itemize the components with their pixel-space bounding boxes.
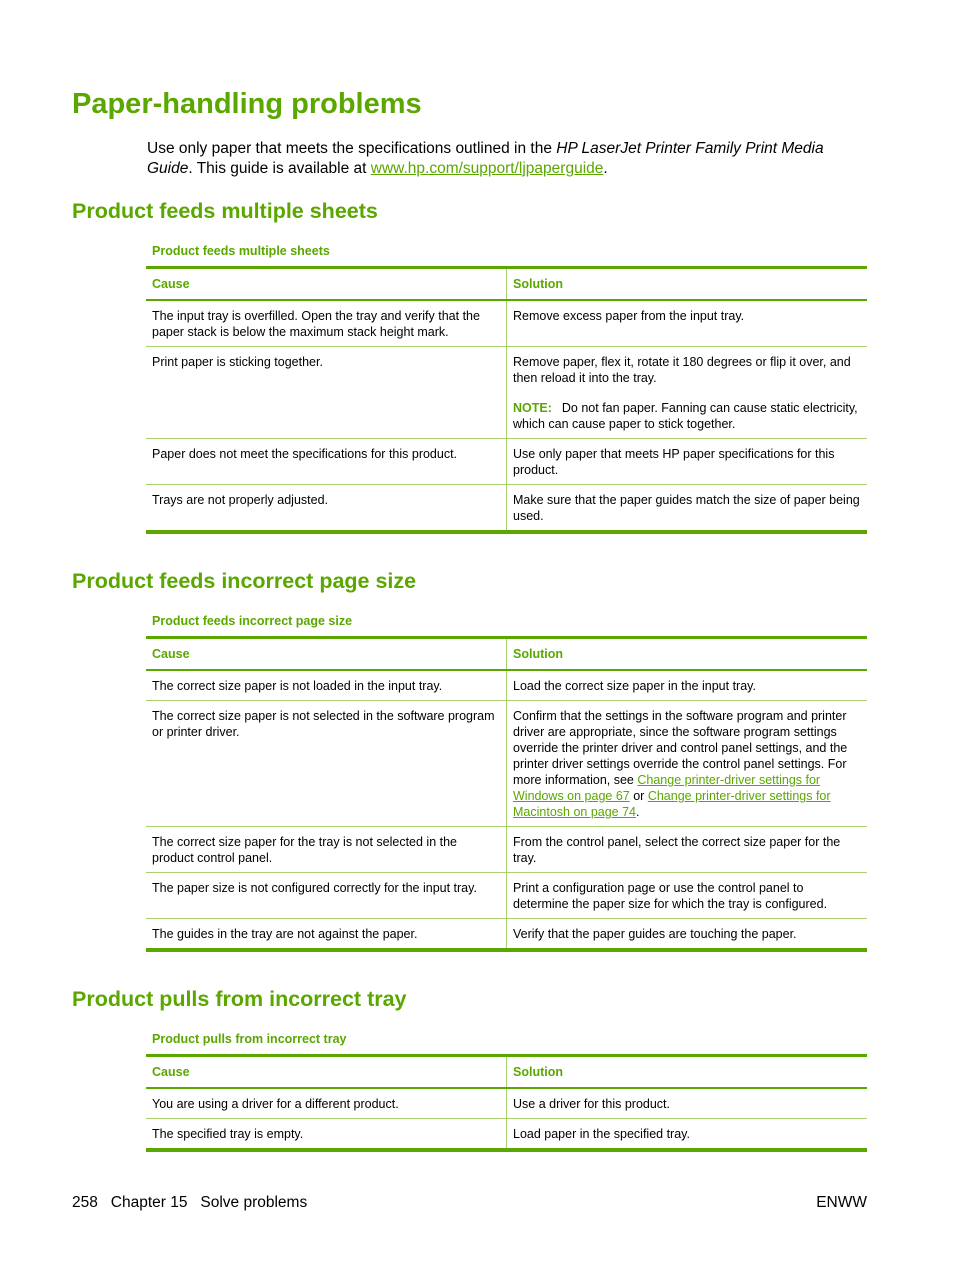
solution-cell: Print a configuration page or use the control panel to determine the paper size for which the tray is configured.: [507, 873, 868, 919]
section-heading-incorrect-page-size: Product feeds incorrect page size: [72, 569, 417, 593]
column-header-solution: Solution: [507, 638, 868, 671]
cause-cell: The correct size paper for the tray is not selected in the product control panel.: [146, 827, 507, 873]
column-header-solution: Solution: [507, 1056, 868, 1089]
cause-cell: Print paper is sticking together.: [146, 347, 507, 439]
intro-paragraph: [147, 139, 867, 178]
table-caption-incorrect-tray: Product pulls from incorrect tray: [152, 1032, 347, 1046]
table-row: [146, 439, 867, 485]
intro-text-middle: . This guide is available at: [188, 159, 371, 177]
note-label: NOTE:: [513, 401, 552, 415]
table-row: [146, 827, 867, 873]
table-caption-incorrect-page-size: Product feeds incorrect page size: [152, 614, 353, 628]
macintosh-driver-settings-link[interactable]: Change printer-driver settings for Macintosh on page 74: [513, 789, 831, 819]
column-header-solution: Solution: [507, 268, 868, 301]
column-header-cause: Cause: [146, 638, 507, 671]
note-text: Do not fan paper. Fanning can cause static electricity, which can cause paper to stick together.: [513, 401, 858, 431]
solution-text: Remove paper, flex it, rotate it 180 degrees or flip it over, and then reload it into the tray.: [513, 355, 851, 385]
table-row: [146, 670, 867, 701]
table-row: [146, 919, 867, 951]
solution-text-or: or: [629, 789, 648, 803]
solution-cell: From the control panel, select the correct size paper for the tray.: [507, 827, 868, 873]
cause-cell: You are using a driver for a different product.: [146, 1088, 507, 1119]
table-incorrect-page-size: [146, 636, 867, 952]
solution-cell: Load the correct size paper in the input tray.: [513, 679, 756, 693]
table-row: [146, 701, 867, 827]
solution-cell: Use only paper that meets HP paper specifications for this product.: [507, 439, 868, 485]
cause-cell: Trays are not properly adjusted.: [146, 485, 507, 533]
solution-cell: [507, 701, 868, 827]
solution-cell: Verify that the paper guides are touching the paper.: [507, 919, 868, 951]
solution-cell: Load paper in the specified tray.: [507, 1119, 868, 1151]
cause-cell: The paper size is not configured correctly for the input tray.: [146, 873, 507, 919]
note-block: [513, 400, 861, 432]
table-row: [146, 347, 867, 439]
solution-cell: Remove excess paper from the input tray.: [513, 309, 745, 323]
solution-text-end: .: [636, 805, 640, 819]
cause-cell: Paper does not meet the specifications for this product.: [146, 439, 507, 485]
cause-cell: The input tray is overfilled. Open the tray and verify that the paper stack is below the maximum stack height mark.: [146, 300, 507, 347]
intro-text-end: .: [603, 159, 608, 177]
cause-cell: The guides in the tray are not against the paper.: [146, 919, 507, 951]
column-header-cause: Cause: [146, 268, 507, 301]
section-heading-multiple-sheets: Product feeds multiple sheets: [72, 199, 378, 223]
solution-cell: Use a driver for this product.: [513, 1097, 671, 1111]
cause-cell: The correct size paper is not loaded in the input tray.: [146, 670, 507, 701]
table-incorrect-tray: [146, 1054, 867, 1152]
table-row: [146, 1088, 867, 1119]
paper-guide-link[interactable]: www.hp.com/support/ljpaperguide: [370, 159, 604, 177]
solution-cell: Make sure that the paper guides match the size of paper being used.: [507, 485, 868, 533]
table-row: [146, 300, 867, 347]
cause-cell: The specified tray is empty.: [146, 1119, 507, 1151]
page-title: Paper-handling problems: [72, 88, 422, 120]
solution-cell: [507, 347, 868, 439]
table-caption-multiple-sheets: Product feeds multiple sheets: [152, 244, 330, 258]
table-multiple-sheets: [146, 266, 867, 534]
section-heading-incorrect-tray: Product pulls from incorrect tray: [72, 987, 407, 1011]
column-header-cause: Cause: [146, 1056, 507, 1089]
table-row: [146, 1119, 867, 1151]
footer-page-info: 258 Chapter 15 Solve problems: [72, 1194, 308, 1211]
intro-guide-title: HP LaserJet Printer Family Print Media Guide: [147, 140, 824, 177]
windows-driver-settings-link[interactable]: Change printer-driver settings for Windows on page 67: [513, 773, 821, 803]
footer-enww: ENWW: [816, 1194, 867, 1211]
cause-cell: The correct size paper is not selected in the software program or printer driver.: [146, 701, 507, 827]
solution-text: Confirm that the settings in the software program and printer driver are appropriate, since the software program settings override the printer driver and control panel settings, and the printer driver settings override the control panel settings. For more information, see: [513, 709, 848, 787]
table-row: [146, 485, 867, 533]
intro-text: Use only paper that meets the specifications outlined in the: [147, 140, 557, 157]
table-row: [146, 873, 867, 919]
